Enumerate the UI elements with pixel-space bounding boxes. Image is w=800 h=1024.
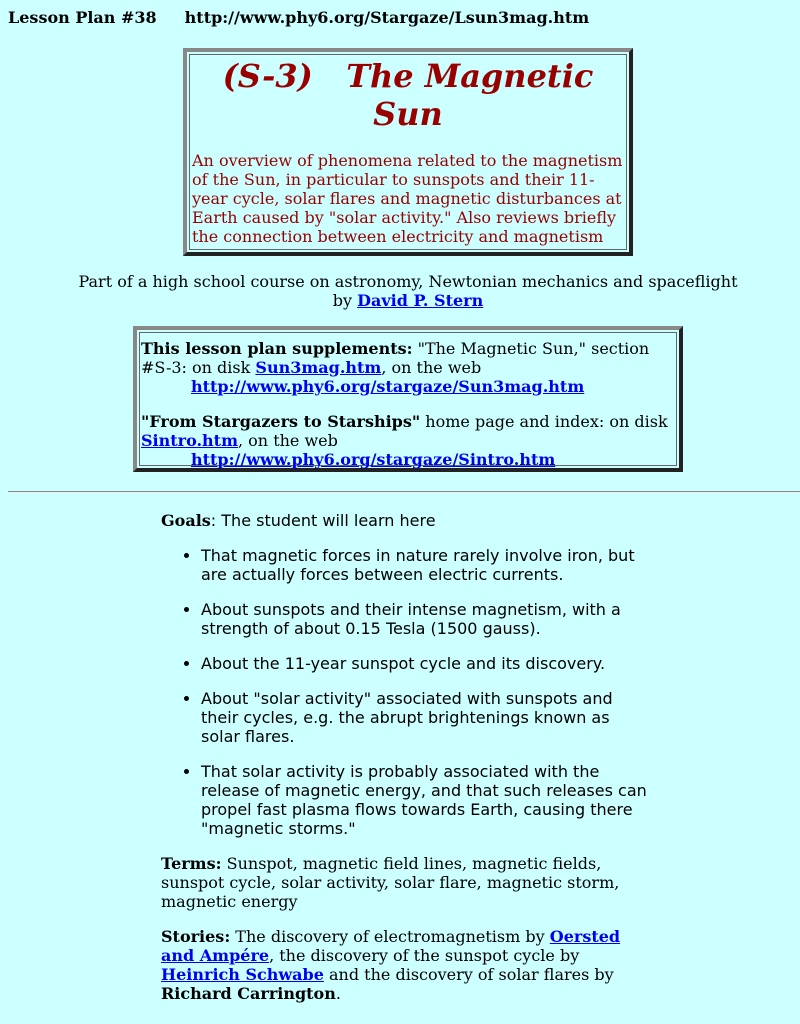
stories-text-b: , the discovery of the sunspot cycle by <box>269 946 580 965</box>
supplement-web-text: , on the web <box>381 358 482 377</box>
sintro-disk-link[interactable]: Sintro.htm <box>141 431 238 450</box>
header-line <box>8 8 589 27</box>
home-label: "From Stargazers to Starships" <box>141 412 421 431</box>
terms-paragraph <box>161 854 651 911</box>
list-item: • That solar activity is probably associated with the release of magnetic energy, and that such releases can propel fast plasma flows towards Earth, causing there "magnetic storms." <box>201 762 651 838</box>
by-label: by <box>332 291 353 310</box>
stories-text-c: and the discovery of solar flares by <box>323 965 614 984</box>
lesson-number: Lesson Plan #38 <box>8 8 157 27</box>
list-item: • About sunspots and their intense magnetism, with a strength of about 0.15 Tesla (1500 gauss). <box>201 600 651 638</box>
course-description: Part of a high school course on astronomy, Newtonian mechanics and spaceflight <box>78 272 738 291</box>
sintro-web-link[interactable]: http://www.phy6.org/stargaze/Sintro.htm <box>191 450 556 469</box>
sun3mag-web-link[interactable]: http://www.phy6.org/stargaze/Sun3mag.htm <box>191 377 585 396</box>
goals-label: Goals <box>161 511 211 530</box>
byline <box>8 272 800 310</box>
carrington-name: Richard Carrington <box>161 984 336 1003</box>
goals-intro: : The student will learn here <box>210 511 436 530</box>
supplement-label: This lesson plan supplements: <box>141 339 413 358</box>
list-item: • About the 11-year sunspot cycle and its discovery. <box>201 654 651 673</box>
supplement-paragraph <box>141 339 675 396</box>
terms-text: Sunspot, magnetic field lines, magnetic fields, sunspot cycle, solar activity, solar flare, magnetic storm, magnetic energy <box>161 854 620 911</box>
stories-end: . <box>335 984 341 1003</box>
terms-label: Terms: <box>161 854 222 873</box>
goals-list <box>161 546 651 838</box>
page-url: http://www.phy6.org/Stargaze/Lsun3mag.htm <box>184 8 590 27</box>
main-content <box>161 511 651 1019</box>
schwabe-link[interactable]: Heinrich Schwabe <box>161 965 324 984</box>
author-link[interactable]: David P. Stern <box>357 291 484 310</box>
list-item: • About "solar activity" associated with sunspots and their cycles, e.g. the abrupt brightenings known as solar flares. <box>201 689 651 746</box>
supplement-box <box>133 326 683 472</box>
list-item: • That magnetic forces in nature rarely involve iron, but are actually forces between electric currents. <box>201 546 651 584</box>
sun3mag-disk-link[interactable]: Sun3mag.htm <box>255 358 382 377</box>
home-paragraph <box>141 412 675 469</box>
home-web-text: , on the web <box>238 431 338 450</box>
page-title: (S-3) The Magnetic Sun <box>222 57 594 133</box>
home-text: home page and index: on disk <box>420 412 668 431</box>
goals-heading <box>161 511 651 530</box>
title-box <box>183 48 633 256</box>
summary-text: An overview of phenomena related to the magnetism of the Sun, in particular to sunspots and their 11-year cycle, solar flares and magnetic disturbances at Earth caused by "solar activity." Also reviews briefly the connection between electricity and magnetism <box>192 151 623 246</box>
stories-text: The discovery of electromagnetism by <box>230 927 550 946</box>
divider <box>8 491 800 493</box>
stories-paragraph <box>161 927 651 1003</box>
stories-label: Stories: <box>161 927 231 946</box>
oersted-ampere-link[interactable]: Oersted and Ampére <box>161 927 621 965</box>
supplement-text: "The Magnetic Sun," section #S-3: on disk <box>141 339 650 377</box>
